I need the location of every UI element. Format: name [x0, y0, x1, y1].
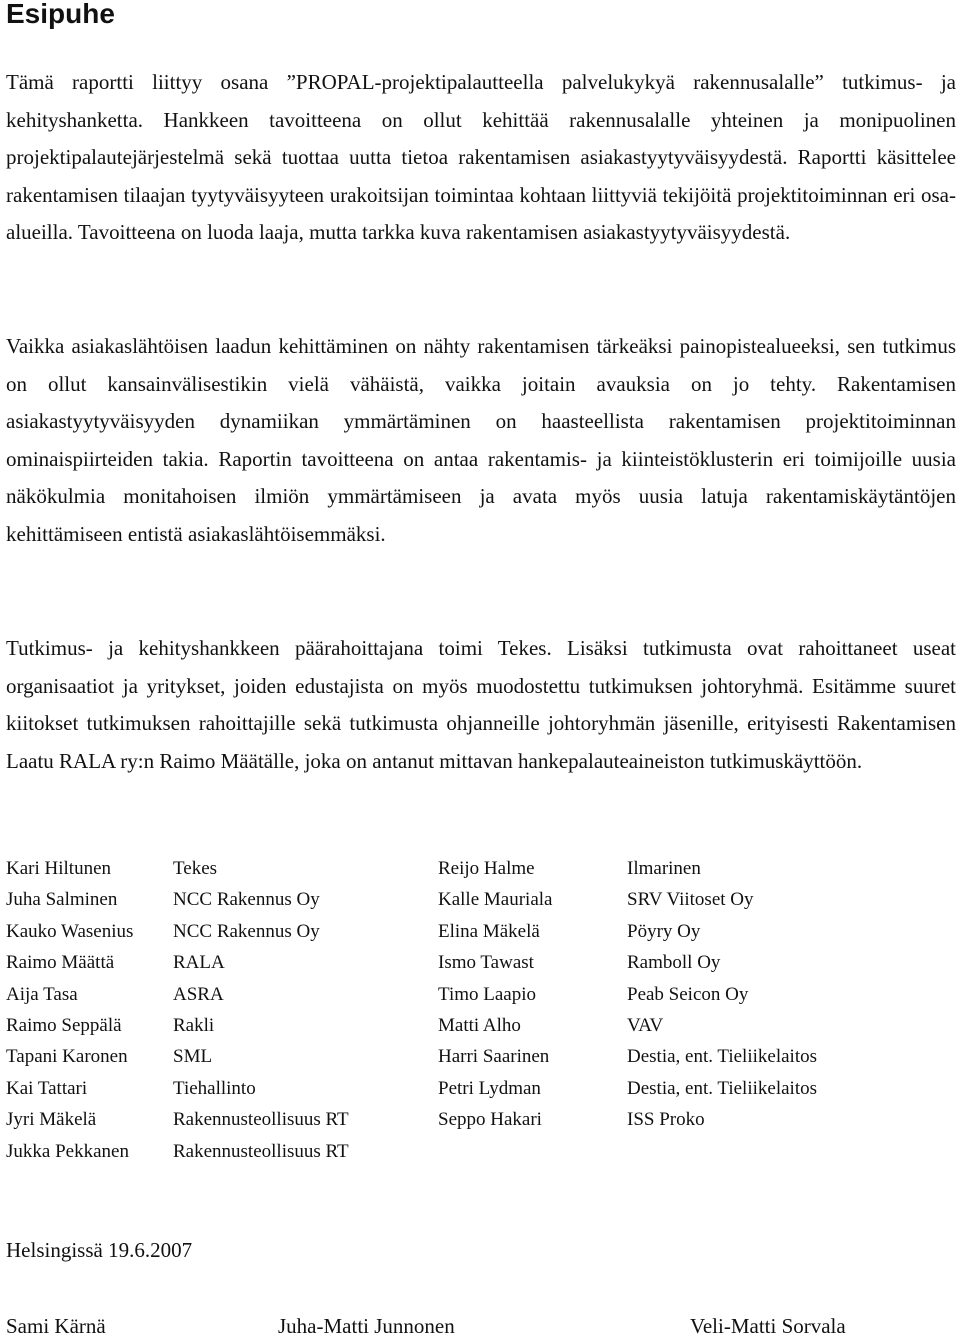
member-organization: VAV — [627, 1015, 664, 1037]
paragraph-background: Vaikka asiakaslähtöisen laadun kehittäminen on nähty rakentamisen tärkeäksi painopistealueeksi, sen tutkimus on ollut kansainvälisestikin vielä vähäistä, vaikka joitain avauksia on jo tehty. Rakentamisen asiakastyytyväisyyden dynamiikan ymmärtäminen on haasteellista rakentamisen projektitoiminnan ominaispiirteiden takia. Raportin tavoitteena on antaa rakentamis- ja kiinteistöklusterin eri toimijoille uusia näkökulmia monitahoisen ilmiön ymmärtämiseen ja avata myös uusia latuja rakentamiskäytäntöjen kehittämiseen entistä asiakaslähtöisemmäksi. — [6, 334, 956, 546]
table-row — [6, 1104, 817, 1135]
signature-name: Sami Kärnä — [6, 1314, 106, 1338]
member-name: Timo Laapio — [438, 983, 536, 1005]
member-name: Kauko Wasenius — [6, 920, 134, 942]
table-row — [6, 853, 817, 884]
member-name: Jukka Pekkanen — [6, 1140, 129, 1162]
member-organization: Tekes — [173, 858, 218, 879]
member-name: Kari Hiltunen — [6, 858, 112, 879]
steering-group-rows — [6, 853, 817, 1167]
member-name: Juha Salminen — [6, 889, 118, 911]
table-row — [6, 884, 817, 915]
table-row — [6, 916, 817, 947]
member-name — [438, 1136, 627, 1167]
paragraph-intro: Tämä raportti liittyy osana ”PROPAL-projektipalautteella palvelukykyä rakennusalalle” tutkimus- ja kehityshanketta. Hankkeen tavoitteena on ollut kehittää rakennusalalle yhteinen ja monipuolinen projektipalautejärjestelmä sekä tuottaa uutta tietoa rakentamisen asiakastyytyväisyydestä. Raportti käsittelee rakentamisen tilaajan tyytyväisyyteen urakoitsijan toimintaa kohtaan liittyviä tekijöitä projektitoiminnan eri osa-alueilla. Tavoitteena on luoda laaja, mutta tarkka kuva rakentamisen asiakastyytyväisyydestä. — [6, 70, 956, 245]
member-name: Raimo Määttä — [6, 952, 115, 974]
member-organization: RALA — [173, 952, 225, 974]
member-organization: Ramboll Oy — [627, 952, 721, 974]
member-organization: SML — [173, 1046, 213, 1068]
member-organization: Tiehallinto — [173, 1077, 256, 1099]
signature-name: Veli-Matti Sorvala — [690, 1314, 846, 1338]
member-name: Jyri Mäkelä — [6, 1109, 97, 1131]
member-organization: Peab Seicon Oy — [627, 983, 749, 1005]
table-row — [6, 1073, 817, 1104]
member-organization: ASRA — [173, 983, 224, 1005]
member-name: Aija Tasa — [6, 983, 78, 1005]
member-organization: SRV Viitoset Oy — [627, 889, 754, 911]
member-name: Petri Lydman — [438, 1077, 541, 1099]
member-organization: NCC Rakennus Oy — [173, 920, 320, 942]
member-organization: Destia, ent. Tieliikelaitos — [627, 1077, 817, 1099]
member-organization: Destia, ent. Tieliikelaitos — [627, 1046, 817, 1068]
table-row — [6, 1041, 817, 1072]
page-title: Esipuhe — [6, 0, 115, 29]
member-organization: Rakli — [173, 1015, 215, 1037]
member-organization: Rakennusteollisuus RT — [173, 1109, 349, 1131]
table-row — [6, 1136, 817, 1167]
member-organization: Ilmarinen — [627, 858, 701, 879]
member-name: Reijo Halme — [438, 858, 535, 879]
table-row — [6, 1010, 817, 1041]
member-name: Harri Saarinen — [438, 1046, 550, 1068]
member-name: Ismo Tawast — [438, 952, 534, 974]
steering-group-table — [6, 853, 817, 1167]
place-date: Helsingissä 19.6.2007 — [6, 1238, 193, 1262]
member-name: Kai Tattari — [6, 1077, 88, 1099]
table-row — [6, 947, 817, 978]
member-name: Tapani Karonen — [6, 1046, 128, 1068]
member-name: Seppo Hakari — [438, 1109, 542, 1131]
member-organization: Pöyry Oy — [627, 920, 701, 942]
member-name: Raimo Seppälä — [6, 1015, 122, 1037]
signature-name: Juha-Matti Junnonen — [278, 1314, 455, 1338]
member-organization: ISS Proko — [627, 1109, 705, 1131]
member-organization — [627, 1136, 817, 1167]
member-name: Elina Mäkelä — [438, 920, 540, 942]
member-organization: NCC Rakennus Oy — [173, 889, 320, 911]
member-name: Kalle Mauriala — [438, 889, 553, 911]
table-row — [6, 979, 817, 1010]
member-name: Matti Alho — [438, 1015, 521, 1037]
paragraph-acknowledgements: Tutkimus- ja kehityshankkeen päärahoittajana toimi Tekes. Lisäksi tutkimusta ovat rahoittaneet useat organisaatiot ja yritykset, joiden edustajista on myös muodostettu tutkimuksen johtoryhmä. Esitämme suuret kiitokset tutkimuksen rahoittajille sekä tutkimusta ohjanneille johtoryhmän jäsenille, erityisesti Rakentamisen Laatu RALA ry:n Raimo Määtälle, joka on antanut mittavan hankepalauteaineiston tutkimuskäyttöön. — [6, 636, 956, 773]
member-organization: Rakennusteollisuus RT — [173, 1140, 349, 1162]
